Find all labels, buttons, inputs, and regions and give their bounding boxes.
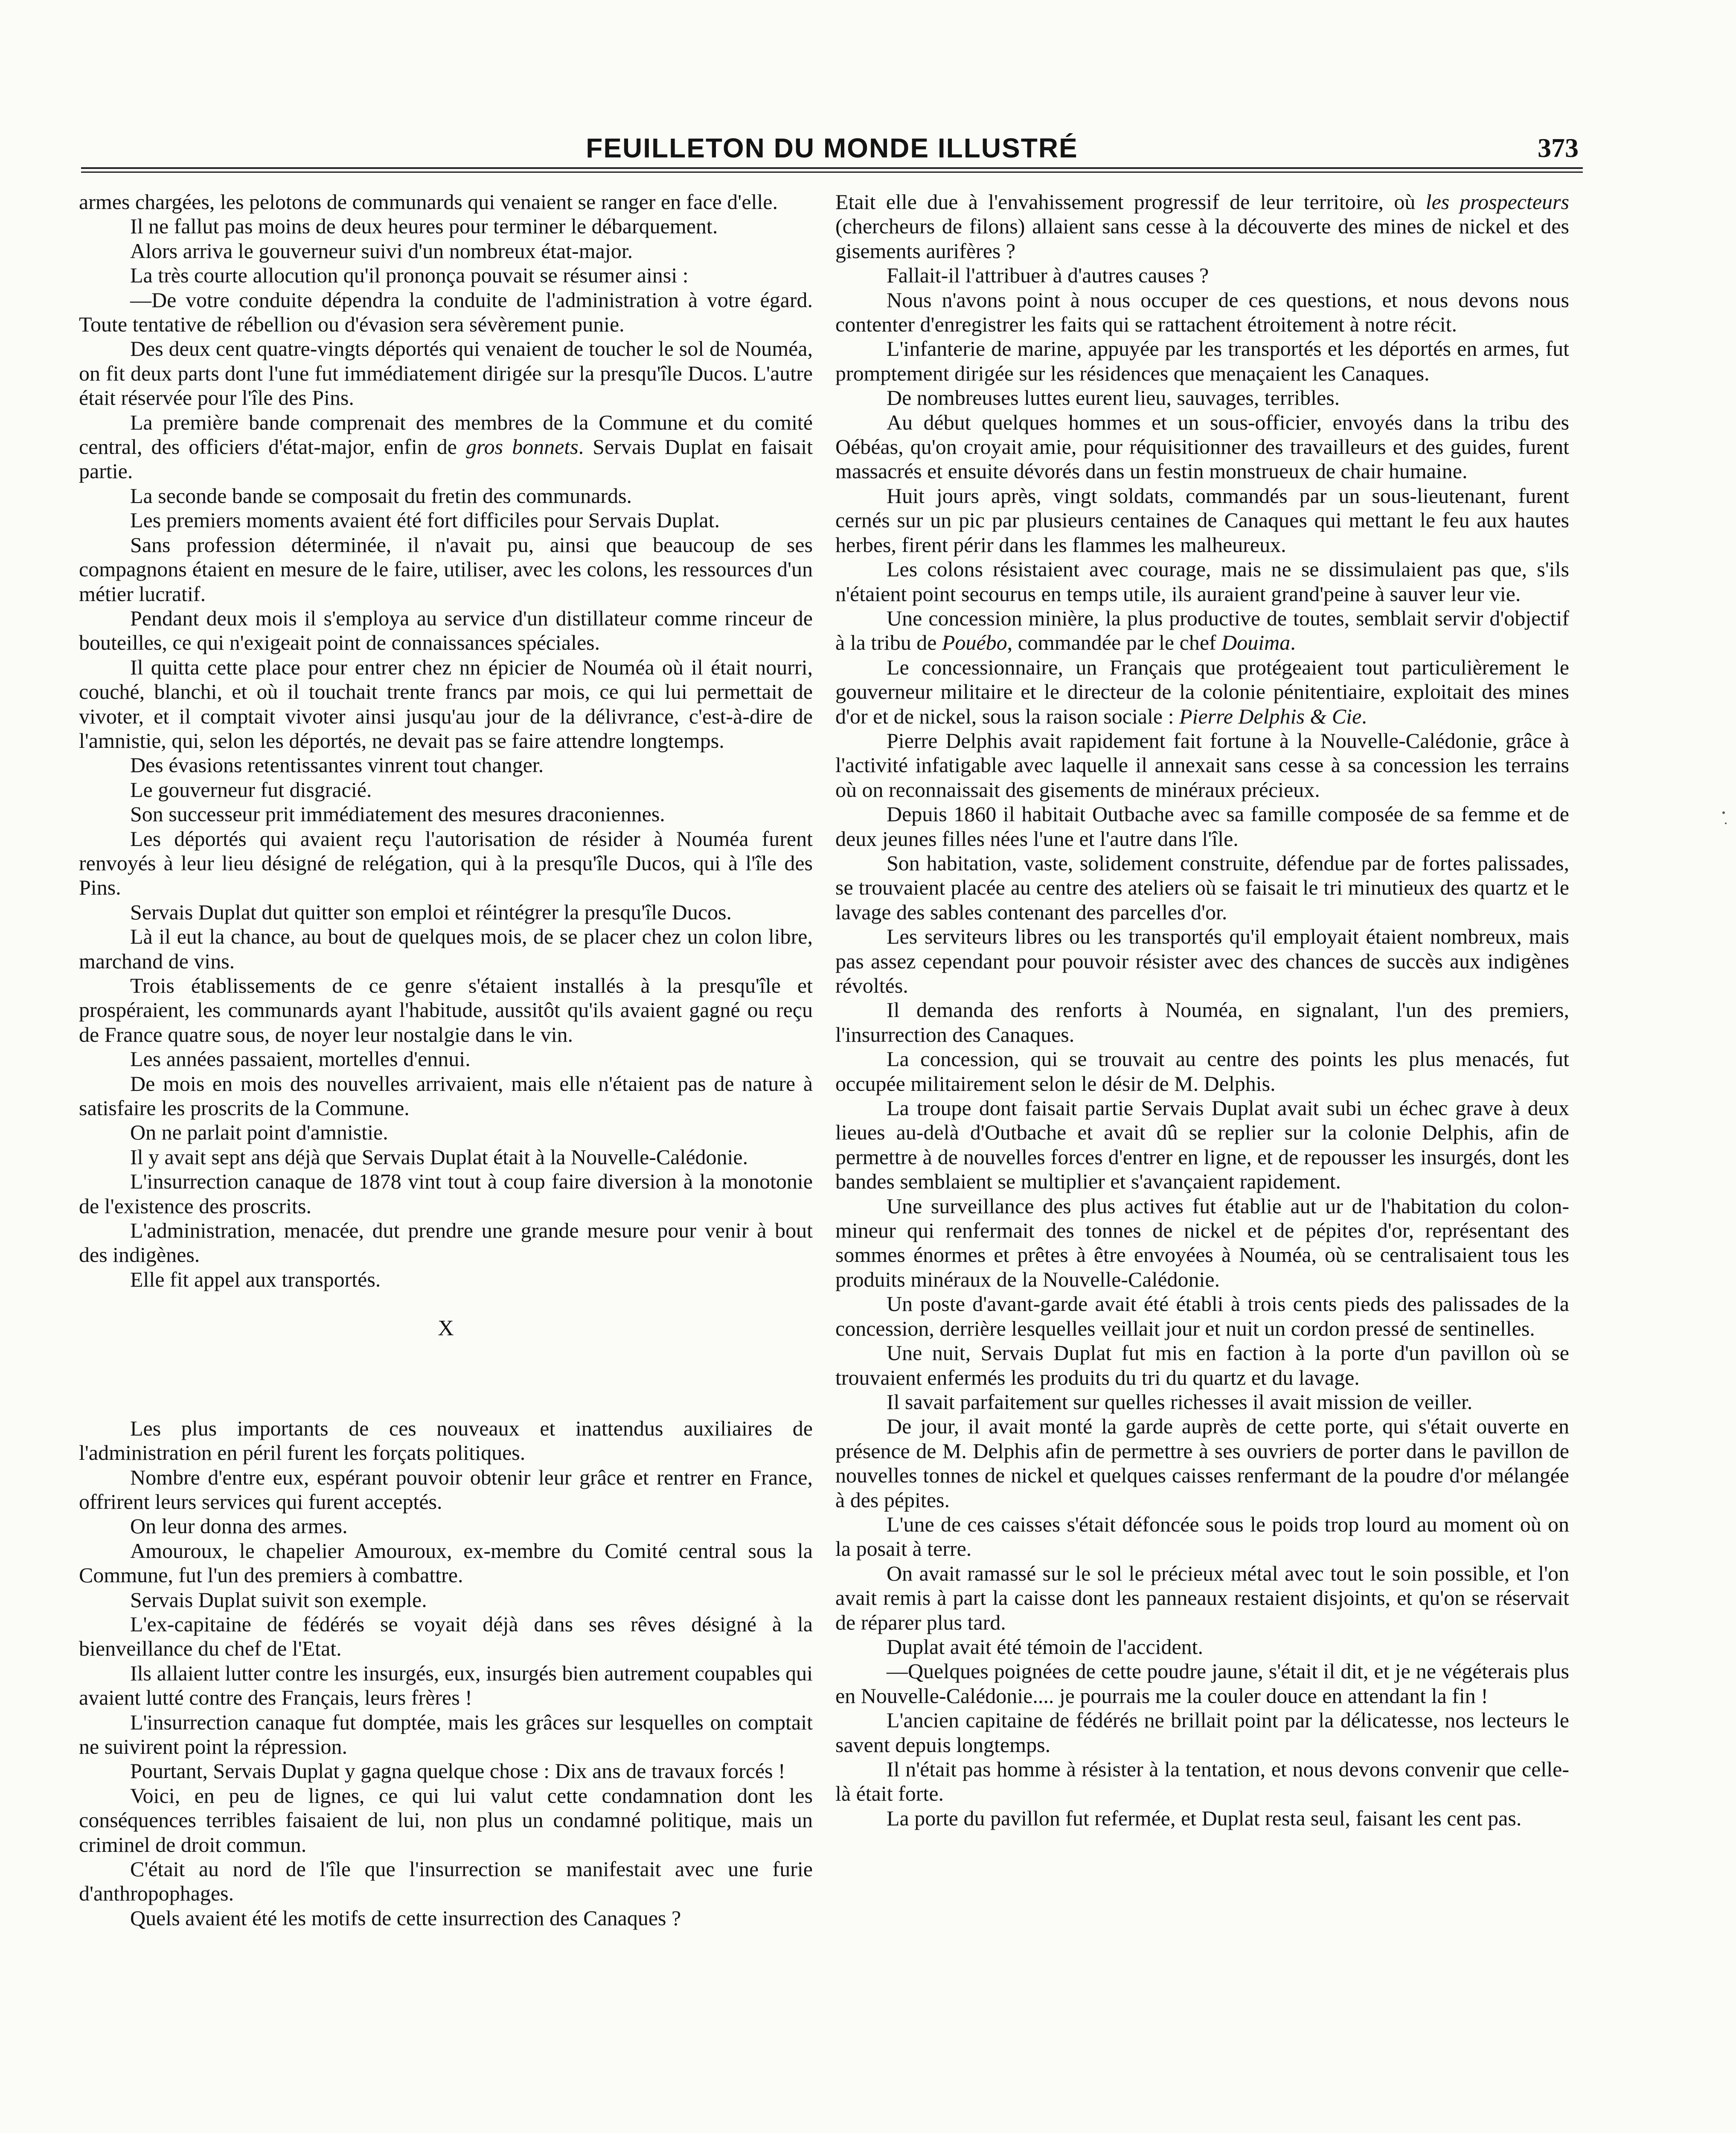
paragraph xyxy=(79,484,813,508)
paragraph-text: L'insurrection canaque fut domptée, mais les grâces sur lesquelles on comptait ne suivirent point la répression. xyxy=(79,1710,813,1758)
paragraph-text: Il quitta cette place pour entrer chez nn épicier de Nouméa où il était nourri, couché, blanchi, et où il touchait trente francs par mois, ce qui lui permettait de vivoter, et il comptait vivoter ainsi jusqu'au jour de la délivrance, c'est-à-dire de l'amnistie, qui, selon les déportés, ne devait pas se faire attendre longtemps. xyxy=(79,655,813,753)
paragraph-text: De nombreuses luttes eurent lieu, sauvages, terribles. xyxy=(887,386,1340,410)
paragraph-text: Les colons résistaient avec courage, mais ne se dissimulaient pas que, s'ils n'étaient point secourus en temps utile, ils auraient grand'peine à sauver leur vie. xyxy=(835,557,1569,606)
paragraph-text: Nombre d'entre eux, espérant pouvoir obtenir leur grâce et rentrer en France, offrirent leurs services qui furent acceptés. xyxy=(79,1465,813,1514)
paragraph-text: La troupe dont faisait partie Servais Duplat avait subi un échec grave à deux lieues au-delà d'Outbache et avait dû se replier sur la colonie Delphis, afin de permettre à de nouvelles forces d'entrer en ligne, et de repousser les insurgés, dont les bandes semblaient se multiplier et s'avançaient rapidement. xyxy=(835,1096,1569,1194)
paragraph xyxy=(79,1465,813,1514)
paragraph-text: Il ne fallut pas moins de deux heures pour terminer le débarquement. xyxy=(130,214,718,238)
italic-text: Pierre Delphis & Cie xyxy=(1179,704,1362,728)
paragraph-text: Nous n'avons point à nous occuper de ces questions, et nous devons nous contenter d'enregistrer les faits qui se rattachent étroitement à notre récit. xyxy=(835,288,1569,337)
paragraph-text: La seconde bande se composait du fretin des communards. xyxy=(130,483,632,508)
paragraph xyxy=(835,729,1569,802)
paragraph-text: L'administration, menacée, dut prendre une grande mesure pour venir à bout des indigènes. xyxy=(79,1218,813,1267)
paragraph-text: Fallait-il l'attribuer à d'autres causes ? xyxy=(887,263,1209,288)
paragraph xyxy=(835,190,1569,263)
paragraph xyxy=(79,1710,813,1759)
paragraph xyxy=(835,1708,1569,1757)
paragraph-text: Là il eut la chance, au bout de quelques mois, de se placer chez un colon libre, marchand de vins. xyxy=(79,924,813,973)
paragraph-text: Pourtant, Servais Duplat y gagna quelque chose : Dix ans de travaux forcés ! xyxy=(130,1759,785,1783)
paragraph xyxy=(79,410,813,484)
paragraph-text: Le concessionnaire, un Français que protégeaient tout particulièrement le gouverneur militaire et le directeur de la colonie pénitentiaire, exploitait des mines d'or et de nickel, sous la raison sociale : xyxy=(835,655,1569,728)
paragraph xyxy=(835,1414,1569,1512)
paragraph-text: Il y avait sept ans déjà que Servais Duplat était à la Nouvelle-Calédonie. xyxy=(130,1145,748,1169)
header-rule-bottom xyxy=(81,171,1583,173)
paragraph-text: Voici, en peu de lignes, ce qui lui valut cette condamnation dont les conséquences terribles faisaient de lui, non plus un condamné politique, mais un criminel de droit commun. xyxy=(79,1783,813,1857)
paragraph xyxy=(835,924,1569,998)
paragraph xyxy=(835,484,1569,557)
paragraph xyxy=(835,655,1569,729)
paragraph-text: L'infanterie de marine, appuyée par les transportés et les déportés en armes, fut promptement dirigée sur les résidences que menaçaient les Canaques. xyxy=(835,337,1569,385)
paragraph-text: , commandée par le chef xyxy=(1007,631,1222,655)
paragraph xyxy=(79,1047,813,1071)
paragraph-text: Depuis 1860 il habitait Outbache avec sa famille composée de sa femme et de deux jeunes filles nées l'une et l'autre dans l'île. xyxy=(835,802,1569,851)
paragraph xyxy=(835,288,1569,337)
text-column-right xyxy=(835,190,1569,1831)
page-number: 373 xyxy=(1538,133,1579,163)
paragraph xyxy=(835,1512,1569,1561)
paragraph-text: De jour, il avait monté la garde auprès de cette porte, qui s'était ouverte en présence de M. Delphis afin de permettre à ses ouvriers de porter dans le pavillon de nouvelles tonnes de nickel et quelques caisses renfermant de la poudre d'or mélangée à des pépites. xyxy=(835,1414,1569,1512)
paragraph xyxy=(79,1072,813,1121)
paragraph xyxy=(79,1906,813,1930)
paragraph-text: Les premiers moments avaient été fort difficiles pour Servais Duplat. xyxy=(130,508,720,532)
paragraph-text: X xyxy=(438,1316,454,1341)
paragraph xyxy=(835,263,1569,288)
paragraph-text: L'ancien capitaine de fédérés ne brillait point par la délicatesse, nos lecteurs le savent depuis longtemps. xyxy=(835,1708,1569,1757)
paragraph xyxy=(835,1194,1569,1292)
paragraph-text: La très courte allocution qu'il prononça pouvait se résumer ainsi : xyxy=(130,263,689,288)
paragraph xyxy=(79,1857,813,1906)
paragraph-text: Son habitation, vaste, solidement construite, défendue par de fortes palissades, se trouvaient placée au centre des ateliers où se faisait le tri minutieux des quartz et le lavage des sables contenant des parcelles d'or. xyxy=(835,851,1569,924)
paragraph-text: Quels avaient été les motifs de cette insurrection des Canaques ? xyxy=(130,1906,681,1930)
paragraph-text: Une concession minière, la plus productive de toutes, semblait servir d'objectif à la tribu de xyxy=(835,606,1569,655)
paragraph xyxy=(79,1514,813,1538)
paragraph-text: La porte du pavillon fut refermée, et Duplat resta seul, faisant les cent pas. xyxy=(887,1806,1522,1830)
paragraph-text: —De votre conduite dépendra la conduite de l'administration à votre égard. Toute tentative de rébellion ou d'évasion sera sévèrement punie. xyxy=(79,288,813,337)
paragraph xyxy=(79,190,813,214)
paragraph-text: L'une de ces caisses s'était défoncée sous le poids trop lourd au moment où on la posait à terre. xyxy=(835,1512,1569,1561)
paragraph-text: Au début quelques hommes et un sous-officier, envoyés dans la tribu des Oébéas, qu'on croyait amie, pour réquisitionner des travailleurs et des guides, furent massacrés et ensuite dévorés dans un festin monstrueux de chair humaine. xyxy=(835,410,1569,483)
header-rule-top xyxy=(81,167,1583,169)
paragraph xyxy=(79,802,813,826)
paragraph-text: On leur donna des armes. xyxy=(130,1514,348,1538)
paragraph-text: Il savait parfaitement sur quelles richesses il avait mission de veiller. xyxy=(887,1389,1473,1414)
paragraph xyxy=(79,655,813,753)
paragraph-text: La première bande comprenait des membres de la Commune et du comité central, des officiers d'état-major, enfin de xyxy=(79,410,813,459)
italic-text: gros bonnets xyxy=(466,435,579,459)
paragraph xyxy=(79,924,813,974)
italic-text: les prospecteurs xyxy=(1425,190,1569,214)
paragraph xyxy=(79,1169,813,1218)
paragraph-text: Elle fit appel aux transportés. xyxy=(130,1267,381,1291)
paragraph-text: Huit jours après, vingt soldats, commandés par un sous-lieutenant, furent cernés sur un pic par plusieurs centaines de Canaques qui mettant le feu aux hautes herbes, firent périr dans les flammes les malheureux. xyxy=(835,483,1569,557)
paragraph-text: . Servais Duplat en faisait partie. xyxy=(79,435,813,483)
paragraph xyxy=(835,1806,1569,1831)
paragraph xyxy=(79,1588,813,1612)
paragraph xyxy=(79,337,813,410)
italic-text: Pouébo xyxy=(942,631,1007,655)
paragraph-text: armes chargées, les pelotons de communards qui venaient se ranger en face d'elle. xyxy=(79,190,778,214)
paragraph xyxy=(79,1759,813,1783)
paragraph-text: L'insurrection canaque de 1878 vint tout à coup faire diversion à la monotonie de l'existence des proscrits. xyxy=(79,1169,813,1218)
paragraph-text: Il n'était pas homme à résister à la tentation, et nous devons convenir que celle-là était forte. xyxy=(835,1757,1569,1806)
paragraph-text: On ne parlait point d'amnistie. xyxy=(130,1120,388,1145)
paragraph-text: Trois établissements de ce genre s'étaient installés à la presqu'île et prospéraient, les communards ayant l'habitude, aussitôt qu'ils avaient gagné ou reçu de France quatre sous, de noyer leur nostalgie dans le vin. xyxy=(79,974,813,1046)
paragraph xyxy=(79,827,813,900)
paragraph xyxy=(835,1390,1569,1414)
paragraph-text: Ils allaient lutter contre les insurgés, eux, insurgés bien autrement coupables qui avaient lutté contre des Français, leurs frères ! xyxy=(79,1661,813,1710)
paragraph xyxy=(79,1612,813,1661)
paragraph-text: Servais Duplat suivit son exemple. xyxy=(130,1587,427,1612)
paragraph xyxy=(835,1659,1569,1708)
paragraph xyxy=(79,606,813,655)
paragraph xyxy=(835,802,1569,851)
paragraph-text: —Quelques poignées de cette poudre jaune, s'était il dit, et je ne végéterais plus en Nouvelle-Calédonie.... je pourrais me la couler douce en attendant la fin ! xyxy=(835,1659,1569,1708)
paragraph xyxy=(835,557,1569,606)
paragraph-text: Alors arriva le gouverneur suivi d'un nombreux état-major. xyxy=(130,238,633,263)
paragraph xyxy=(835,851,1569,924)
paragraph xyxy=(835,410,1569,484)
paragraph xyxy=(79,778,813,802)
italic-text: Douima xyxy=(1221,631,1291,655)
paragraph-text: . xyxy=(1361,704,1367,728)
paragraph xyxy=(79,288,813,337)
paragraph-text: Les serviteurs libres ou les transportés qu'il employait étaient nombreux, mais pas assez cependant pour pouvoir résister avec des chances de succès aux indigènes révoltés. xyxy=(835,924,1569,997)
paragraph xyxy=(835,1635,1569,1659)
paragraph-text: Les déportés qui avaient reçu l'autorisation de résider à Nouméa furent renvoyés à leur lieu désigné de relégation, qui à la presqu'île Ducos, qui à l'île des Pins. xyxy=(79,826,813,900)
paragraph-text: Pierre Delphis avait rapidement fait fortune à la Nouvelle-Calédonie, grâce à l'activité infatigable avec laquelle il annexait sans cesse à sa concession les terrains où on reconnaissait des gisements de minéraux précieux. xyxy=(835,728,1569,802)
paragraph-text: Les années passaient, mortelles d'ennui. xyxy=(130,1047,471,1071)
paragraph xyxy=(79,533,813,606)
paragraph-text: (chercheurs de filons) allaient sans cesse à la découverte des mines de nickel et des gisements aurifères ? xyxy=(835,214,1569,263)
paragraph-text: Une nuit, Servais Duplat fut mis en faction à la porte d'un pavillon où se trouvaient enfermés les produits du tri du quartz et du lavage. xyxy=(835,1341,1569,1389)
paragraph xyxy=(79,1267,813,1292)
paragraph xyxy=(79,1416,813,1465)
paragraph xyxy=(835,606,1569,655)
paragraph xyxy=(79,508,813,532)
paragraph xyxy=(835,1292,1569,1341)
paragraph xyxy=(79,263,813,288)
paragraph xyxy=(835,1096,1569,1194)
paragraph xyxy=(835,1561,1569,1635)
page-header xyxy=(81,128,1583,171)
paragraph xyxy=(79,1120,813,1145)
paragraph-text: C'était au nord de l'île que l'insurrection se manifestait avec une furie d'anthropophages. xyxy=(79,1857,813,1906)
paragraph xyxy=(79,1539,813,1588)
paragraph-text: Des évasions retentissantes vinrent tout changer. xyxy=(130,753,544,777)
paragraph xyxy=(835,1047,1569,1096)
section-heading xyxy=(79,1316,813,1340)
paragraph-text: La concession, qui se trouvait au centre des points les plus menacés, fut occupée militairement selon le désir de M. Delphis. xyxy=(835,1047,1569,1096)
paragraph-text: Son successeur prit immédiatement des mesures draconiennes. xyxy=(130,802,665,826)
paragraph-text: On avait ramassé sur le sol le précieux métal avec tout le soin possible, et l'on avait remis à part la caisse dont les panneaux restaient disjoints, et qu'on se réservait de réparer plus tard. xyxy=(835,1561,1569,1634)
paragraph-text: L'ex-capitaine de fédérés se voyait déjà dans ses rêves désigné à la bienveillance du chef de l'Etat. xyxy=(79,1612,813,1661)
paragraph xyxy=(79,1661,813,1710)
paragraph-text: Amouroux, le chapelier Amouroux, ex-membre du Comité central sous la Commune, fut l'un des premiers à combattre. xyxy=(79,1538,813,1587)
paragraph xyxy=(835,1757,1569,1806)
paragraph-text: Une surveillance des plus actives fut établie aut ur de l'habitation du colon-mineur qui renfermait des tonnes de nickel et de pépites d'or, représentant des sommes énormes et prêtes à être envoyées à Nouméa, où se centralisaient tous les produits minéraux de la Nouvelle-Calédonie. xyxy=(835,1194,1569,1291)
running-title: FEUILLETON DU MONDE ILLUSTRÉ xyxy=(586,133,1078,163)
paragraph xyxy=(835,386,1569,410)
paragraph xyxy=(79,753,813,777)
paragraph-text: Des deux cent quatre-vingts déportés qui venaient de toucher le sol de Nouméa, on fit deux parts dont l'une fut immédiatement dirigée sur la presqu'île Ducos. L'autre était réservée pour l'île des Pins. xyxy=(79,337,813,410)
paragraph-text: Sans profession déterminée, il n'avait pu, ainsi que beaucoup de ses compagnons étaient en mesure de le faire, utiliser, avec les colons, les ressources d'un métier lucratif. xyxy=(79,532,813,606)
paragraph-text: Etait elle due à l'envahissement progressif de leur territoire, où xyxy=(835,190,1426,214)
paragraph-text: De mois en mois des nouvelles arrivaient, mais elle n'étaient pas de nature à satisfaire les proscrits de la Commune. xyxy=(79,1071,813,1120)
paragraph-text: Servais Duplat dut quitter son emploi et réintégrer la presqu'île Ducos. xyxy=(130,900,732,924)
paragraph-text: Pendant deux mois il s'employa au service d'un distillateur comme rinceur de bouteilles, ce qui n'exigeait point de connaissances spéciales. xyxy=(79,606,813,655)
paragraph xyxy=(79,974,813,1047)
paragraph-text: . xyxy=(1290,631,1296,655)
paragraph-text: Il demanda des renforts à Nouméa, en signalant, l'un des premiers, l'insurrection des Canaques. xyxy=(835,998,1569,1046)
paragraph xyxy=(79,1145,813,1169)
paragraph xyxy=(835,1341,1569,1390)
paragraph xyxy=(79,900,813,924)
paragraph-text: Duplat avait été témoin de l'accident. xyxy=(887,1634,1204,1659)
paragraph xyxy=(79,214,813,238)
paragraph xyxy=(835,337,1569,386)
paragraph-text: Un poste d'avant-garde avait été établi à trois cents pieds des palissades de la concession, derrière lesquelles veillait jour et nuit un cordon pressé de sentinelles. xyxy=(835,1292,1569,1340)
text-column-left xyxy=(79,190,813,1930)
paragraph xyxy=(79,1218,813,1267)
paragraph xyxy=(79,1784,813,1857)
paragraph-text: Les plus importants de ces nouveaux et inattendus auxiliaires de l'administration en péril furent les forçats politiques. xyxy=(79,1416,813,1465)
paragraph xyxy=(79,239,813,263)
paragraph xyxy=(835,998,1569,1047)
paragraph-text: Le gouverneur fut disgracié. xyxy=(130,777,372,802)
